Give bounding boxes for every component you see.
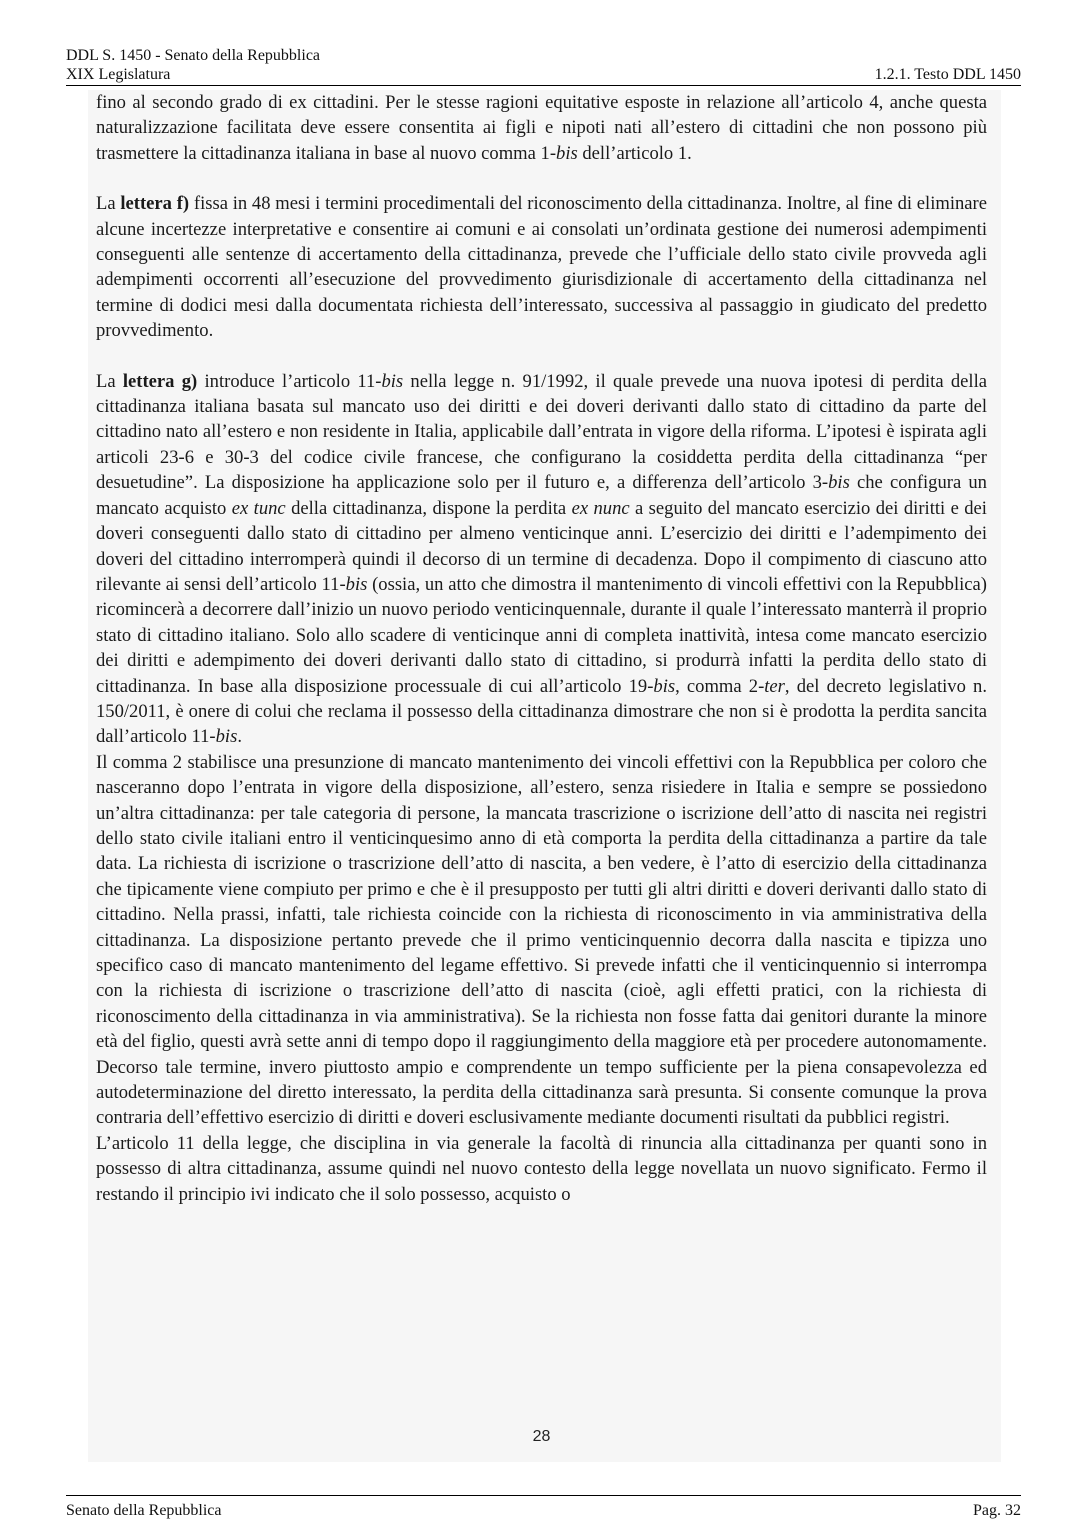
text-run: dell’articolo 1. xyxy=(577,142,692,164)
body-paragraph xyxy=(96,191,987,343)
header-row xyxy=(66,66,1021,86)
inner-page-number: 28 xyxy=(532,1428,551,1445)
text-run: , del decreto legislativo n. 150/2011, è onere di colui che reclama il possesso della cittadinanza dimostrare che non si è prodotta la perdita sancita dall’articolo 11- xyxy=(96,675,987,748)
document-body xyxy=(96,90,987,1207)
text-run: . xyxy=(237,726,242,748)
text-run: che configura un mancato acquisto xyxy=(96,472,987,519)
paragraph-gap xyxy=(96,166,987,191)
text-run: a seguito del mancato esercizio dei diritti e dei doveri conseguenti dallo stato di cittadino per almeno venticinque anni. L’esercizio dei diritti e l’adempimento dei doveri del cittadino interromperà quindi il decorso di un termine di decadenza. Dopo il compimento di ciascuno atto rilevante ai sensi dell’articolo 11- xyxy=(96,497,987,595)
footer-page-label: Pag. 32 xyxy=(973,1502,1021,1519)
italic-text: ex nunc xyxy=(571,497,630,519)
header-section: 1.2.1. Testo DDL 1450 xyxy=(874,66,1021,83)
italic-text: bis xyxy=(345,573,368,595)
header-document-title: DDL S. 1450 - Senato della Repubblica xyxy=(66,47,321,64)
italic-text: bis xyxy=(556,142,578,164)
body-paragraph xyxy=(96,1131,987,1207)
header-legislature: XIX Legislatura xyxy=(66,66,171,83)
paragraph-gap xyxy=(96,344,987,369)
text-run: fino al secondo grado di ex cittadini. Per le stesse ragioni equitative esposte in relazione all’articolo 4, anche questa naturalizzazione facilitata deve essere consentita ai figli e nipoti nati all’estero di cittadini che non possono più trasmettere la cittadinanza italiana in base al nuovo comma 1- xyxy=(96,92,987,164)
body-paragraph xyxy=(96,750,987,1131)
page-footer xyxy=(66,1495,1021,1520)
text-run: La xyxy=(96,193,121,215)
text-run: nella legge n. 91/1992, il quale prevede una nuova ipotesi di perdita della cittadinanza italiana basata sul mancato uso dei diritti e dei doveri derivanti dallo stato di cittadino da parte del cittadino nato all’estero e non residente in Italia, applicabile dall’entrata in vigore della riforma. L’ipotesi è ispirata agli articoli 23-6 e 30-3 del codice civile francese, che configurano la cosiddetta perdita della cittadinanza “per desuetudine”. La disposizione ha applicazione solo per il futuro e, a differenza dell’articolo 3- xyxy=(96,370,987,494)
text-run: (ossia, un atto che dimostra il mantenimento di vincoli effettivi con la Repubblica) ricomincerà a decorrere dall’inizio un nuovo periodo venticinquennale, durante il quale l’interessato manterrà il proprio stato di cittadino italiano. Solo allo scadere di venticinque anni di completa inattività, intesa come mancato esercizio dei diritti e adempimento dei doveri derivanti dallo stato di cittadino, si produrrà infatti la perdita dello stato di cittadinanza. In base alla disposizione processuale di cui all’articolo 19- xyxy=(96,573,988,697)
page-header xyxy=(66,46,1021,86)
footer-publisher: Senato della Repubblica xyxy=(66,1502,222,1519)
text-run: fissa in 48 mesi i termini procedimentali del riconoscimento della cittadinanza. Inoltre, al fine di eliminare alcune incertezze interpretative e consentire ai comuni e ai consolati un’ordinata gestione dei numerosi adempimenti conseguenti alle sentenze di accertamento della cittadinanza, prevede che l’ufficiale dello stato civile provveda agli adempimenti occorrenti all’esecuzione del provvedimento giurisdizionale di accertamento della cittadinanza nel termine di dodici mesi dalla documentata richiesta dell’interessato, successiva al passaggio in giudicato del predetto provvedimento. xyxy=(96,193,987,342)
italic-text: bis xyxy=(828,472,850,494)
body-paragraph xyxy=(96,90,987,166)
text-run: introduce l’articolo 11- xyxy=(197,370,382,392)
italic-text: ex tunc xyxy=(231,497,286,519)
bold-text: lettera f) xyxy=(120,193,190,215)
italic-text: bis xyxy=(653,675,676,697)
text-run: L’articolo 11 della legge, che disciplina in via generale la facoltà di rinuncia alla cittadinanza per quanti sono in possesso di altra cittadinanza, assume quindi nel nuovo contesto della legge novellata un nuovo significato. Fermo il restando il principio ivi indicato che il solo possesso, acquisto o xyxy=(96,1132,987,1205)
text-run: Il comma 2 stabilisce una presunzione di mancato mantenimento dei vincoli effettivi con la Repubblica per coloro che nasceranno dopo l’entrata in vigore della disposizione, all’estero, senza risiedere in Italia e sempre se possiedono un’altra cittadinanza: per tale categoria di persone, la mancata trascrizione o iscrizione dell’atto di nascita nei registri dello stato civile italiani entro il venticinquesimo anno di età comporta la perdita della cittadinanza a partire da tale data. La richiesta di iscrizione o trascrizione dell’atto di nascita, a ben vedere, è l’atto di esercizio della cittadinanza che tipicamente viene compiuto per primo e che è il presupposto per tutti gli altri diritti e doveri derivanti dallo stato di cittadino. Nella prassi, infatti, tale richiesta coincide con la richiesta di riconoscimento in via amministrativa della cittadinanza. La disposizione pertanto prevede che il primo venticinquennio decorra dalla nascita e tipizza uno specifico caso di mancato mantenimento del legame effettivo. Si prevede infatti che il venticinquennio si interrompa con la richiesta di iscrizione o trascrizione dell’atto di nascita (cioè, agli effetti pratici, con la richiesta di riconoscimento della cittadinanza in via amministrativa). Se la richiesta non fosse fatta dai genitori durante la minore età del figlio, questi avrà sette anni di tempo dopo il raggiungimento della maggiore età per procedere autonomamente. Decorso tale termine, invero piuttosto ampio e comprendente un tempo sufficiente per la piena consapevolezza ed autodeterminazione del diretto interessato, la perdita della cittadinanza sarà presunta. Si consente comunque la prova contraria dell’effettivo esercizio di diritti e doveri esclusivamente mediante documenti risultati da pubblici registri. xyxy=(96,751,987,1129)
bold-text: lettera g) xyxy=(122,370,198,392)
text-run: della cittadinanza, dispone la perdita xyxy=(285,497,572,519)
body-paragraph xyxy=(96,369,987,750)
italic-text: ter xyxy=(764,675,785,697)
italic-text: bis xyxy=(381,370,404,392)
text-run: , comma 2- xyxy=(675,675,765,697)
italic-text: bis xyxy=(215,726,238,748)
text-run: La xyxy=(96,370,123,392)
